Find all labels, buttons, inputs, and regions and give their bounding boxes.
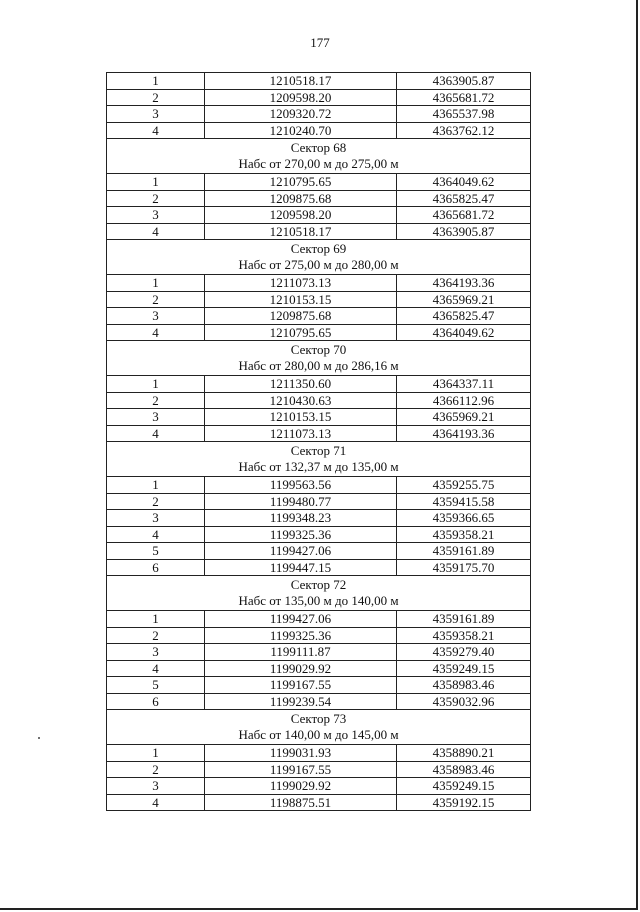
table-row [107,627,531,644]
y-coordinate-cell: 4365969.21 [397,409,531,426]
x-coordinate-cell: 1209875.68 [205,308,397,325]
x-coordinate-cell: 1199447.15 [205,559,397,576]
x-coordinate-cell: 1210240.70 [205,122,397,139]
sector-header [107,442,531,477]
point-number-cell: 6 [107,559,205,576]
table-row [107,660,531,677]
sector-title: Сектор 71 [290,443,347,458]
sector-header-row [107,576,531,611]
table-row [107,223,531,240]
y-coordinate-cell: 4359161.89 [397,611,531,628]
x-coordinate-cell: 1199167.55 [205,761,397,778]
x-coordinate-cell: 1199111.87 [205,644,397,661]
x-coordinate-cell: 1199239.54 [205,693,397,710]
table-row [107,376,531,393]
table-row [107,677,531,694]
sector-title: Сектор 68 [290,140,347,155]
table-row [107,425,531,442]
table-row [107,174,531,191]
table-row [107,526,531,543]
x-coordinate-cell: 1210153.15 [205,409,397,426]
point-number-cell: 2 [107,89,205,106]
y-coordinate-cell: 4359032.96 [397,693,531,710]
y-coordinate-cell: 4363762.12 [397,122,531,139]
x-coordinate-cell: 1211350.60 [205,376,397,393]
x-coordinate-cell: 1199029.92 [205,778,397,795]
table-row [107,493,531,510]
point-number-cell: 4 [107,425,205,442]
y-coordinate-cell: 4359249.15 [397,778,531,795]
y-coordinate-cell: 4365825.47 [397,190,531,207]
y-coordinate-cell: 4366112.96 [397,392,531,409]
y-coordinate-cell: 4365681.72 [397,207,531,224]
point-number-cell: 4 [107,324,205,341]
scan-speck [38,737,40,739]
x-coordinate-cell: 1209598.20 [205,207,397,224]
sector-height-range: Набс от 280,00 м до 286,16 м [238,358,399,373]
x-coordinate-cell: 1199480.77 [205,493,397,510]
table-row [107,409,531,426]
y-coordinate-cell: 4359366.65 [397,510,531,527]
y-coordinate-cell: 4365825.47 [397,308,531,325]
sector-title: Сектор 73 [290,711,347,726]
x-coordinate-cell: 1209875.68 [205,190,397,207]
coordinates-table [106,72,531,811]
y-coordinate-cell: 4364049.62 [397,174,531,191]
y-coordinate-cell: 4364193.36 [397,425,531,442]
point-number-cell: 3 [107,409,205,426]
sector-height-range: Набс от 270,00 м до 275,00 м [238,156,399,171]
y-coordinate-cell: 4359175.70 [397,559,531,576]
y-coordinate-cell: 4364193.36 [397,275,531,292]
x-coordinate-cell: 1199031.93 [205,745,397,762]
point-number-cell: 5 [107,677,205,694]
point-number-cell: 4 [107,660,205,677]
sector-height-range: Набс от 135,00 м до 140,00 м [238,593,399,608]
x-coordinate-cell: 1209598.20 [205,89,397,106]
sector-height-range: Набс от 140,00 м до 145,00 м [238,727,399,742]
point-number-cell: 4 [107,122,205,139]
x-coordinate-cell: 1210430.63 [205,392,397,409]
table-row [107,275,531,292]
y-coordinate-cell: 4358983.46 [397,761,531,778]
x-coordinate-cell: 1210518.17 [205,73,397,90]
x-coordinate-cell: 1199325.36 [205,627,397,644]
table-row [107,693,531,710]
y-coordinate-cell: 4359255.75 [397,477,531,494]
sector-height-range: Набс от 275,00 м до 280,00 м [238,257,399,272]
point-number-cell: 2 [107,291,205,308]
sector-title: Сектор 72 [290,577,347,592]
point-number-cell: 1 [107,611,205,628]
point-number-cell: 1 [107,73,205,90]
y-coordinate-cell: 4359192.15 [397,794,531,811]
y-coordinate-cell: 4364049.62 [397,324,531,341]
x-coordinate-cell: 1199167.55 [205,677,397,694]
sector-header-row [107,139,531,174]
table-row [107,392,531,409]
point-number-cell: 2 [107,761,205,778]
point-number-cell: 4 [107,223,205,240]
sector-header-row [107,240,531,275]
table-row [107,543,531,560]
point-number-cell: 2 [107,392,205,409]
point-number-cell: 4 [107,794,205,811]
x-coordinate-cell: 1199427.06 [205,543,397,560]
y-coordinate-cell: 4359161.89 [397,543,531,560]
sector-header [107,710,531,745]
x-coordinate-cell: 1199348.23 [205,510,397,527]
point-number-cell: 1 [107,376,205,393]
x-coordinate-cell: 1199325.36 [205,526,397,543]
point-number-cell: 3 [107,778,205,795]
y-coordinate-cell: 4365969.21 [397,291,531,308]
table-row [107,644,531,661]
point-number-cell: 3 [107,106,205,123]
table-row [107,190,531,207]
table-row [107,778,531,795]
y-coordinate-cell: 4364337.11 [397,376,531,393]
table-row [107,89,531,106]
x-coordinate-cell: 1211073.13 [205,425,397,442]
y-coordinate-cell: 4359415.58 [397,493,531,510]
table-row [107,207,531,224]
table-row [107,308,531,325]
y-coordinate-cell: 4359358.21 [397,526,531,543]
y-coordinate-cell: 4365537.98 [397,106,531,123]
sector-header [107,576,531,611]
x-coordinate-cell: 1210795.65 [205,174,397,191]
point-number-cell: 2 [107,627,205,644]
table-row [107,73,531,90]
point-number-cell: 5 [107,543,205,560]
point-number-cell: 1 [107,275,205,292]
point-number-cell: 1 [107,174,205,191]
point-number-cell: 4 [107,526,205,543]
point-number-cell: 3 [107,644,205,661]
table-row [107,122,531,139]
table-row [107,611,531,628]
y-coordinate-cell: 4363905.87 [397,73,531,90]
point-number-cell: 3 [107,207,205,224]
point-number-cell: 3 [107,308,205,325]
point-number-cell: 1 [107,477,205,494]
sector-header-row [107,442,531,477]
y-coordinate-cell: 4359358.21 [397,627,531,644]
x-coordinate-cell: 1199563.56 [205,477,397,494]
table-row [107,761,531,778]
sector-title: Сектор 69 [290,241,347,256]
sector-header [107,341,531,376]
page-number: 177 [310,35,330,50]
sector-header-row [107,710,531,745]
table-row [107,745,531,762]
point-number-cell: 1 [107,745,205,762]
x-coordinate-cell: 1210518.17 [205,223,397,240]
y-coordinate-cell: 4359249.15 [397,660,531,677]
table-row [107,559,531,576]
point-number-cell: 6 [107,693,205,710]
sector-header-row [107,341,531,376]
x-coordinate-cell: 1199427.06 [205,611,397,628]
x-coordinate-cell: 1210795.65 [205,324,397,341]
x-coordinate-cell: 1209320.72 [205,106,397,123]
y-coordinate-cell: 4358983.46 [397,677,531,694]
point-number-cell: 2 [107,190,205,207]
sector-height-range: Набс от 132,37 м до 135,00 м [238,459,399,474]
point-number-cell: 2 [107,493,205,510]
y-coordinate-cell: 4359279.40 [397,644,531,661]
table-row [107,510,531,527]
table-row [107,106,531,123]
table-row [107,324,531,341]
x-coordinate-cell: 1210153.15 [205,291,397,308]
y-coordinate-cell: 4358890.21 [397,745,531,762]
table-row [107,477,531,494]
point-number-cell: 3 [107,510,205,527]
x-coordinate-cell: 1211073.13 [205,275,397,292]
x-coordinate-cell: 1199029.92 [205,660,397,677]
table-row [107,291,531,308]
table-row [107,794,531,811]
y-coordinate-cell: 4365681.72 [397,89,531,106]
sector-header [107,240,531,275]
y-coordinate-cell: 4363905.87 [397,223,531,240]
sector-header [107,139,531,174]
sector-title: Сектор 70 [290,342,347,357]
x-coordinate-cell: 1198875.51 [205,794,397,811]
